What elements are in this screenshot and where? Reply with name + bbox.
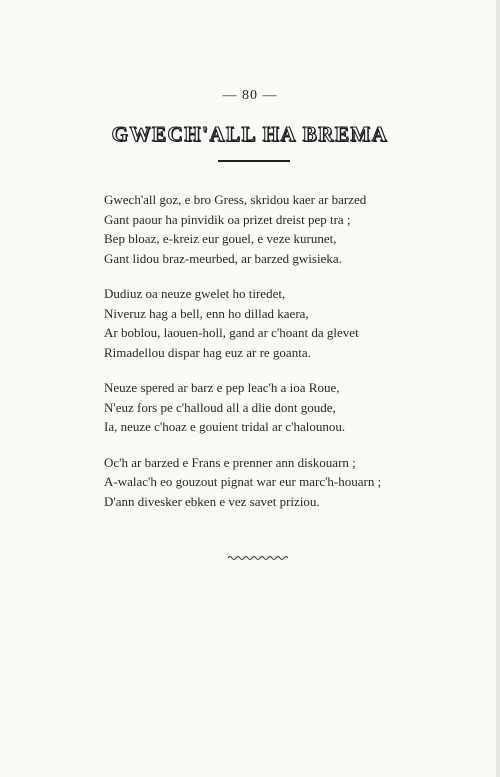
wavy-ornament: [228, 554, 290, 562]
stanza: [104, 284, 494, 362]
poem-line: N'euz fors pe c'halloud all a dlie dont goude,: [104, 399, 336, 415]
poem-line: Bep bloaz, e-kreiz eur gouel, e veze kurunet,: [104, 231, 337, 246]
poem-title: GWECH'ALL HA BREMA: [111, 122, 389, 146]
poem-line: Niveruz hag a bell, enn ho dillad kaera,: [104, 305, 309, 321]
page-edge: [496, 0, 500, 777]
poem-line: Neuze spered ar barz e pep leac'h a ioa Roue,: [104, 380, 340, 395]
poem-body: [104, 190, 494, 527]
poem-line: Dudiuz oa neuze gwelet ho tiredet,: [104, 286, 286, 301]
poem-line: D'ann divesker ebken e vez savet priziou.: [104, 493, 320, 509]
title-rule: [218, 160, 290, 162]
poem-line: Ar boblou, laouen-holl, gand ar c'hoant da glevet: [104, 325, 359, 340]
poem-line: Rimadellou dispar hag euz ar re goanta.: [104, 344, 311, 360]
stanza: [104, 453, 494, 512]
poem-line: A-walac'h eo gouzout pignat war eur marc'h-houarn ;: [104, 474, 382, 489]
poem-line: Gwech'all goz, e bro Gress, skridou kaer ar barzed: [104, 192, 367, 207]
poem-line: Ia, neuze c'hoaz e gouient tridal ar c'halounou.: [104, 419, 346, 434]
poem-line: Oc'h ar barzed e Frans e prenner ann diskouarn ;: [104, 454, 356, 470]
poem-line: Gant lidou braz-meurbed, ar barzed gwisieka.: [104, 250, 342, 266]
poem-line: Gant paour ha pinvidik oa prizet dreist pep tra ;: [104, 211, 351, 227]
stanza: [104, 378, 494, 437]
page-number: — 80 —: [222, 88, 278, 103]
stanza: [104, 190, 494, 268]
